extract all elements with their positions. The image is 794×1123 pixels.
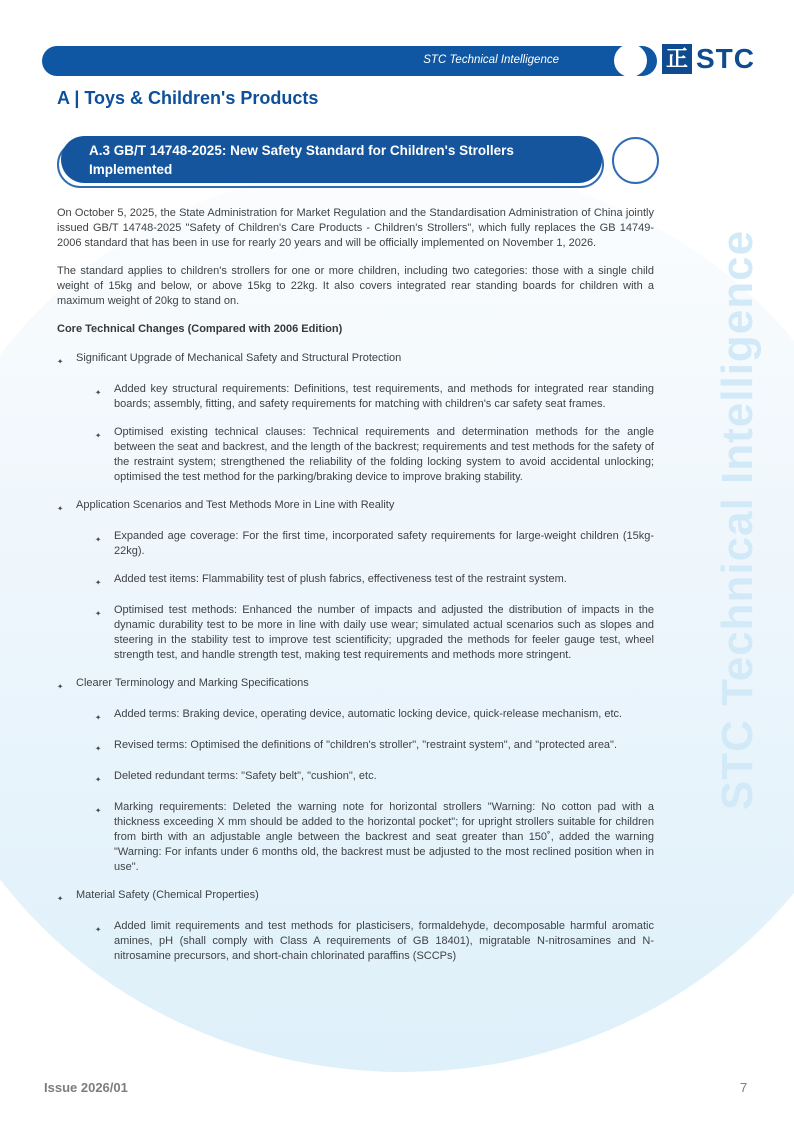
core-changes-heading: Core Technical Changes (Compared with 2006 Edition) <box>57 323 343 335</box>
bullet-item-level2 <box>57 425 654 485</box>
vertical-watermark: STC Technical Intelligence <box>713 229 762 811</box>
bullet-item-level2 <box>57 603 654 663</box>
bullet-item-level2 <box>57 769 654 787</box>
article-title-box: A.3 GB/T 14748-2025: New Safety Standard for Children's Strollers Implemented <box>61 136 602 183</box>
bullet-item-level1 <box>57 888 654 906</box>
bullet-marker: ✦ <box>95 713 102 722</box>
bullet-text: Added test items: Flammability test of plush fabrics, effectiveness test of the restraint system. <box>114 573 567 585</box>
bullet-item-level2 <box>57 382 654 412</box>
paragraph: The standard applies to children's strollers for one or more children, including two categories: those with a single child weight of 15kg and below, or above 15kg to 22kg. It also covers integrated rear standing boards for children with a maximum weight of 20kg to stand on. <box>57 265 654 307</box>
bullet-marker: ✦ <box>57 357 64 366</box>
paragraph: On October 5, 2025, the State Administration for Market Regulation and the Standardisation Administration of China jointly issued GB/T 14748-2025 "Safety of Children's Care Products - Children's Strollers", which fully replaces the GB 14749-2006 standard that has been in use for rearly 20 years and will be officially implemented on November 1, 2026. <box>57 207 654 249</box>
bullet-text: Expanded age coverage: For the first time, incorporated safety requirements for large-weight children (15kg-22kg). <box>114 530 654 557</box>
bullet-marker: ✦ <box>95 775 102 784</box>
bullet-marker: ✦ <box>95 806 102 815</box>
bullet-item-level2 <box>57 919 654 964</box>
bullet-marker: ✦ <box>95 744 102 753</box>
article-body <box>57 206 654 977</box>
paragraphs-container <box>57 206 654 309</box>
bullet-label: Significant Upgrade of Mechanical Safety and Structural Protection <box>76 352 402 364</box>
bullet-marker: ✦ <box>95 535 102 544</box>
bullet-text: Added terms: Braking device, operating device, automatic locking device, quick-release mechanism, etc. <box>114 708 623 720</box>
bullet-text: Marking requirements: Deleted the warning note for horizontal strollers "Warning: No cotton pad with a thickness exceeding X mm should be added to the horizontal pocket"; for upright strollers suitable for children from birth with an adjustable angle between the backrest and seat greater than 150˚, added the warning "Warning: For infants under 6 months old, the backrest must be adjusted to the most reclined position when in use". <box>114 801 654 873</box>
bullet-item-level1 <box>57 351 654 369</box>
bullet-text: Added limit requirements and test methods for plasticisers, formaldehyde, decomposable harmful aromatic amines, pH (shall comply with Class A requirements of GB 18401), migratable N-nitrosamines and N-nitrosamine precursors, and short-chain chlorinated paraffins (SCCPs) <box>114 920 654 962</box>
footer-page-number: 7 <box>740 1080 748 1095</box>
header-bar <box>42 46 657 76</box>
bullet-item-level2 <box>57 572 654 590</box>
bullet-marker: ✦ <box>95 431 102 440</box>
stc-logo-text: STC <box>696 43 755 74</box>
stc-logo <box>662 43 755 75</box>
bullet-item-level2 <box>57 800 654 875</box>
bullet-item-level2 <box>57 707 654 725</box>
bullet-marker: ✦ <box>57 682 64 691</box>
bullet-marker: ✦ <box>95 609 102 618</box>
bullet-item-level2 <box>57 529 654 559</box>
section-title: A | Toys & Children's Products <box>57 88 319 108</box>
bullet-label: Material Safety (Chemical Properties) <box>76 889 259 901</box>
stc-logo-icon: 正 <box>662 44 692 74</box>
bullet-marker: ✦ <box>57 894 64 903</box>
bullet-marker: ✦ <box>95 388 102 397</box>
bullet-text: Optimised existing technical clauses: Technical requirements and determination methods for the angle between the seat and backrest, and the length of the backrest; requirements and test methods for the safety of the restraint system; strengthened the reliability of the folding locking system to avoid accidental unlocking; optimised the test method for the parking/braking device to improve braking stability. <box>114 426 654 483</box>
bullet-marker: ✦ <box>95 578 102 587</box>
bullet-item-level1 <box>57 498 654 516</box>
bullet-text: Revised terms: Optimised the definitions of "children's stroller", "restraint system", and "protected area". <box>114 739 618 751</box>
bullet-text: Deleted redundant terms: "Safety belt", "cushion", etc. <box>114 770 377 782</box>
bullet-text: Optimised test methods: Enhanced the number of impacts and adjusted the distribution of impacts in the dynamic durability test to be more in line with daily use wear; simulated actual scenarios such as slopes and steering in the stability test to improve test scientificity; upgraded the methods for feeler gauge test, wheel strength test, and handle strength test, making test requirements and methods more stringent. <box>114 604 654 661</box>
bullet-marker: ✦ <box>95 925 102 934</box>
header-bar-title: STC Technical Intelligence <box>423 54 559 66</box>
header-notch-circle <box>614 44 647 77</box>
article-title-circle <box>612 137 659 184</box>
bullets-container <box>57 351 654 964</box>
bullet-item-level1 <box>57 676 654 694</box>
bullet-label: Application Scenarios and Test Methods More in Line with Reality <box>76 499 395 511</box>
bullet-label: Clearer Terminology and Marking Specifications <box>76 677 309 689</box>
bullet-item-level2 <box>57 738 654 756</box>
bullet-marker: ✦ <box>57 504 64 513</box>
bullet-text: Added key structural requirements: Definitions, test requirements, and methods for integrated rear standing boards; assembly, fitting, and safety requirements for matching with children's car safety seat frames. <box>114 383 654 410</box>
footer-issue-label: Issue 2026/01 <box>44 1080 128 1095</box>
